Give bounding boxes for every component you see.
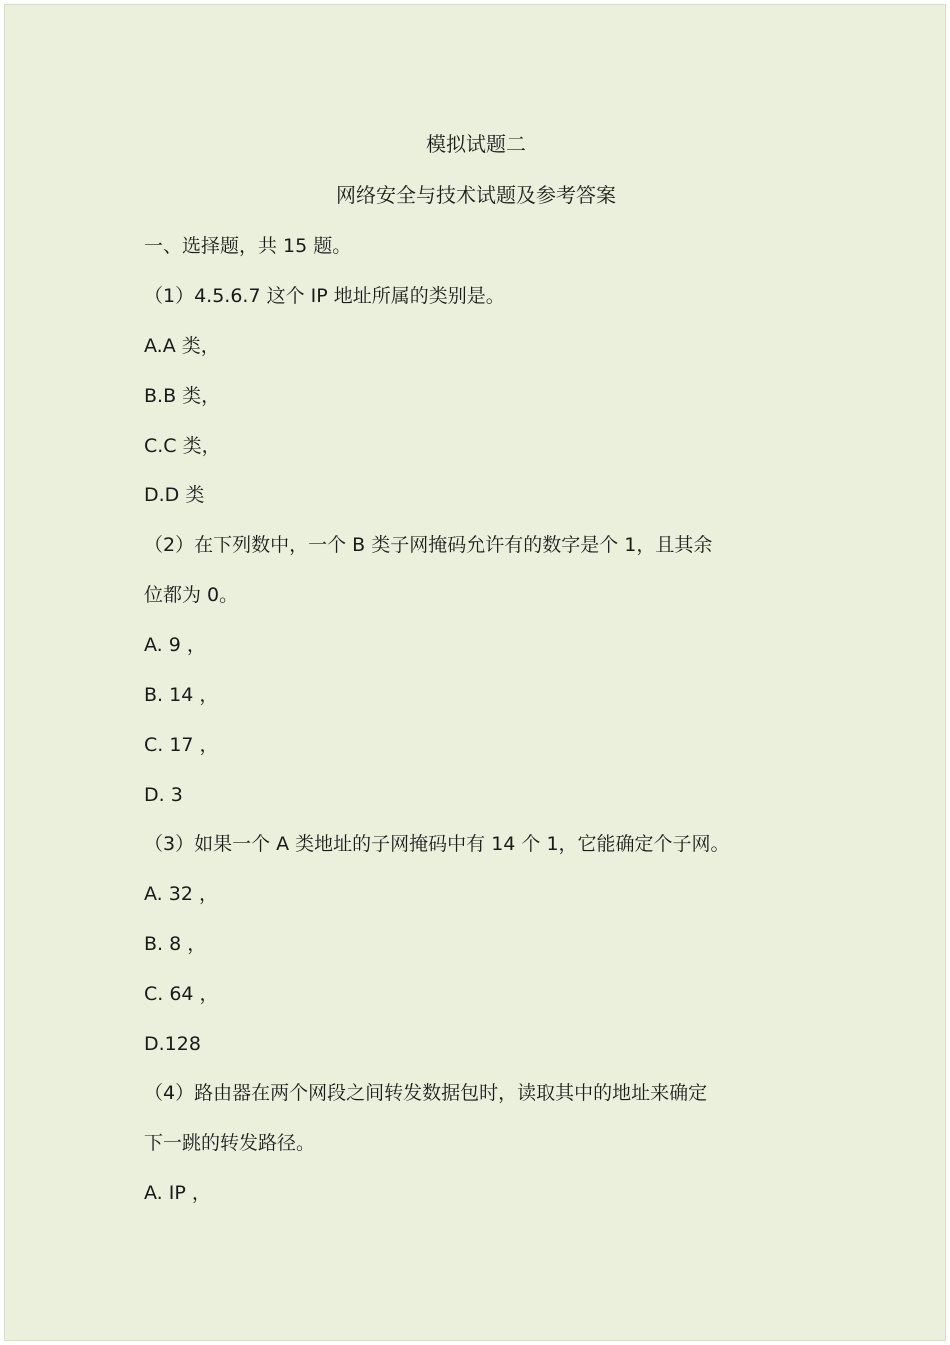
question-2-stem-line-2: 位都为 0。	[144, 584, 239, 606]
question-3-option-c: C. 64 ，	[144, 983, 219, 1005]
question-1-option-d: D.D 类	[144, 484, 205, 506]
question-4-stem-line-1: （4）路由器在两个网段之间转发数据包时，读取其中的地址来确定	[144, 1082, 708, 1104]
section-heading: 一、选择题，共 15 题。	[144, 235, 352, 257]
question-4-option-a: A. IP ，	[144, 1182, 211, 1204]
question-2-stem-line-1: （2）在下列数中，一个 B 类子网掩码允许有的数字是个 1，且其余	[144, 534, 713, 556]
question-3-option-b: B. 8 ，	[144, 933, 207, 955]
question-1-stem: （1）4.5.6.7 这个 IP 地址所属的类别是。	[144, 285, 505, 307]
question-4-stem-line-2: 下一跳的转发路径。	[144, 1132, 316, 1154]
question-2-option-d: D. 3	[144, 784, 183, 806]
question-1-option-c: C.C 类，	[144, 435, 221, 457]
question-2-option-b: B. 14 ，	[144, 684, 219, 706]
document-page	[4, 4, 946, 1341]
question-1-option-a: A.A 类，	[144, 335, 220, 357]
document-subtitle: 网络安全与技术试题及参考答案	[336, 183, 616, 207]
question-2-option-c: C. 17 ，	[144, 734, 219, 756]
question-1-option-b: B.B 类，	[144, 385, 221, 407]
document-title: 模拟试题二	[426, 132, 526, 156]
question-3-stem: （3）如果一个 A 类地址的子网掩码中有 14 个 1，它能确定个子网。	[144, 833, 730, 855]
question-3-option-d: D.128	[144, 1033, 201, 1055]
question-3-option-a: A. 32 ，	[144, 883, 218, 905]
question-2-option-a: A. 9 ，	[144, 634, 206, 656]
